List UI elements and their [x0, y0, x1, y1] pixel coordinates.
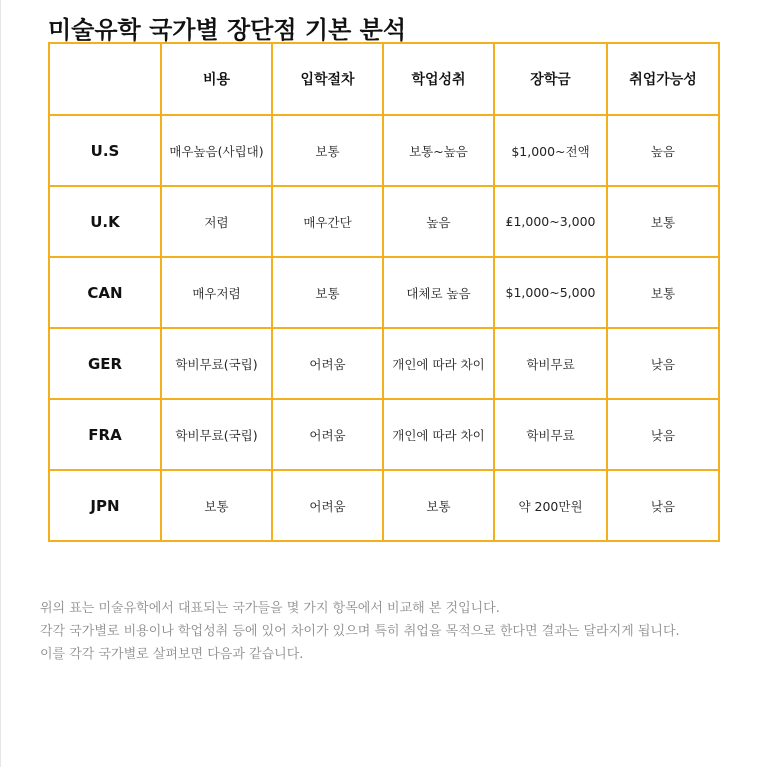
table-cell: 학비무료(국립): [161, 328, 272, 399]
table-cell: 보통: [161, 470, 272, 541]
table-cell: 개인에 따라 차이: [383, 328, 494, 399]
row-header-country: U.K: [49, 186, 161, 257]
table-row: [49, 257, 719, 328]
row-header-country: CAN: [49, 257, 161, 328]
table-row: [49, 115, 719, 186]
table-cell: 낮음: [607, 470, 719, 541]
table-cell: 대체로 높음: [383, 257, 494, 328]
table-corner-cell: [49, 43, 161, 115]
column-header-employment: 취업가능성: [607, 43, 719, 115]
table-row: [49, 186, 719, 257]
table-cell: 보통~높음: [383, 115, 494, 186]
description-line: 이를 각각 국가별로 살펴보면 다음과 같습니다.: [40, 647, 304, 662]
comparison-table: [48, 42, 720, 542]
page-left-edge: [0, 0, 1, 767]
table-cell: 높음: [383, 186, 494, 257]
table-cell: 보통: [383, 470, 494, 541]
table-cell: 매우저렴: [161, 257, 272, 328]
table-cell: 어려움: [272, 399, 383, 470]
column-header-admission: 입학절차: [272, 43, 383, 115]
table-row: [49, 399, 719, 470]
table-cell: 낮음: [607, 399, 719, 470]
table-cell: 낮음: [607, 328, 719, 399]
row-header-country: FRA: [49, 399, 161, 470]
column-header-cost: 비용: [161, 43, 272, 115]
column-header-achievement: 학업성취: [383, 43, 494, 115]
table-cell: 어려움: [272, 328, 383, 399]
table-cell: 보통: [272, 257, 383, 328]
table-header-row: [49, 43, 719, 115]
table-cell: 보통: [607, 186, 719, 257]
table-cell: 어려움: [272, 470, 383, 541]
table-cell: 보통: [607, 257, 719, 328]
table-cell: 매우높음(사립대): [161, 115, 272, 186]
table-cell: $1,000~5,000: [494, 257, 607, 328]
table-cell: 매우간단: [272, 186, 383, 257]
table-row: [49, 470, 719, 541]
description-block: [40, 597, 680, 666]
row-header-country: U.S: [49, 115, 161, 186]
table-cell: 학비무료: [494, 399, 607, 470]
table-cell: 높음: [607, 115, 719, 186]
table-cell: 학비무료: [494, 328, 607, 399]
table-cell: 저렴: [161, 186, 272, 257]
table-cell: 약 200만원: [494, 470, 607, 541]
table-cell: $1,000~전액: [494, 115, 607, 186]
page-title: 미술유학 국가별 장단점 기본 분석: [48, 16, 406, 44]
column-header-scholarship: 장학금: [494, 43, 607, 115]
table-cell: 학비무료(국립): [161, 399, 272, 470]
row-header-country: JPN: [49, 470, 161, 541]
description-line: 위의 표는 미술유학에서 대표되는 국가들을 몇 가지 항목에서 비교해 본 것입니다.: [40, 601, 500, 616]
table-cell: ₤1,000~3,000: [494, 186, 607, 257]
description-line: 각각 국가별로 비용이나 학업성취 등에 있어 차이가 있으며 특히 취업을 목적으로 한다면 결과는 달라지게 됩니다.: [40, 624, 680, 639]
table-row: [49, 328, 719, 399]
row-header-country: GER: [49, 328, 161, 399]
table-cell: 보통: [272, 115, 383, 186]
table-cell: 개인에 따라 차이: [383, 399, 494, 470]
